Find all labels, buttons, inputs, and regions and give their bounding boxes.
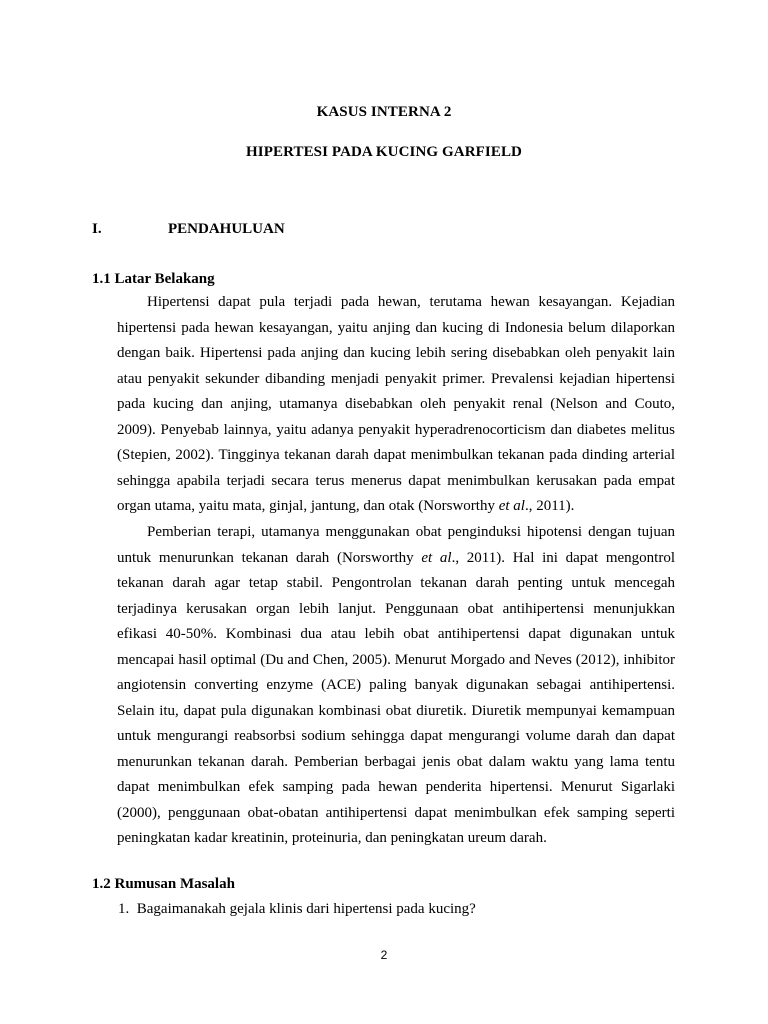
subsection-heading-rumusan-masalah: 1.2 Rumusan Masalah <box>92 876 235 892</box>
paragraph-2-text-b: ., 2011). Hal ini dapat mengontrol tekanan darah agar tetap stabil. Pengontrolan tekanan darah penting untuk mencegah terjadinya kerusakan organ lebih lanjut. Penggunaan obat antihipertensi menunjukkan efikasi 40-50%. Kombinasi dua atau lebih obat antihipertensi dapat digunakan untuk mencapai hasil optimal (Du and Chen, 2005). Menurut Morgado and Neves (2012), inhibitor angiotensin converting enzyme (ACE) paling banyak digunakan sebagai antihipertensi. Selain itu, dapat pula digunakan kombinasi obat diuretik. Diuretik mempunyai kemampuan untuk mengurangi reabsorbsi sodium sehingga dapat mengurangi volume darah dan dapat menurunkan tekanan darah. Pemberian berbagai jenis obat dalam waktu yang lama tentu dapat menimbulkan efek samping pada hewan penderita hipertensi. Menurut Sigarlaki (2000), penggunaan obat-obatan antihipertensi dapat menimbulkan efek samping seperti peningkatan kadar kreatinin, proteinuria, dan peningkatan ureum darah. <box>117 549 675 846</box>
subsection-heading-latar-belakang: 1.1 Latar Belakang <box>92 271 215 287</box>
section-number: I. <box>92 221 102 237</box>
paragraph-1-text: Hipertensi dapat pula terjadi pada hewan, terutama hewan kesayangan. Kejadian hipertensi pada hewan kesayangan, yaitu anjing dan kucing di Indonesia belum dilaporkan dengan baik. Hipertensi pada anjing dan kucing lebih sering disebabkan oleh penyakit lain atau penyakit sekunder dibanding menjadi penyakit primer. Prevalensi kejadian hipertensi pada kucing dan anjing, utamanya disebabkan oleh penyakit renal (Nelson and Couto, 2009). Penyebab lainnya, yaitu adanya penyakit hyperadrenocorticism dan diabetes melitus (Stepien, 2002). Tingginya tekanan darah dapat menimbulkan tekanan pada dinding arterial sehingga apabila terjadi secara terus menerus dapat menimbulkan kerusakan pada empat organ utama, yaitu mata, ginjal, jantung, dan otak (Norsworthy <box>117 294 675 514</box>
paragraph-1-tail: ., 2011). <box>524 498 575 514</box>
list-item: 1. Bagaimanakah gejala klinis dari hipertensi pada kucing? <box>118 901 476 917</box>
page-number: 2 <box>380 948 388 962</box>
citation-et-al: et al <box>421 549 452 566</box>
paragraph-1 <box>117 290 675 520</box>
document-subtitle: HIPERTESI PADA KUCING GARFIELD <box>246 144 522 160</box>
paragraph-2-text-a: Pemberian terapi, utamanya menggunakan obat penginduksi hipotensi dengan tujuan untuk menurunkan tekanan darah (Norsworthy <box>117 524 675 566</box>
paragraph-2 <box>117 520 675 852</box>
section-heading: PENDAHULUAN <box>168 221 285 237</box>
document-title: KASUS INTERNA 2 <box>316 104 452 120</box>
citation-et-al: et al <box>498 498 525 514</box>
